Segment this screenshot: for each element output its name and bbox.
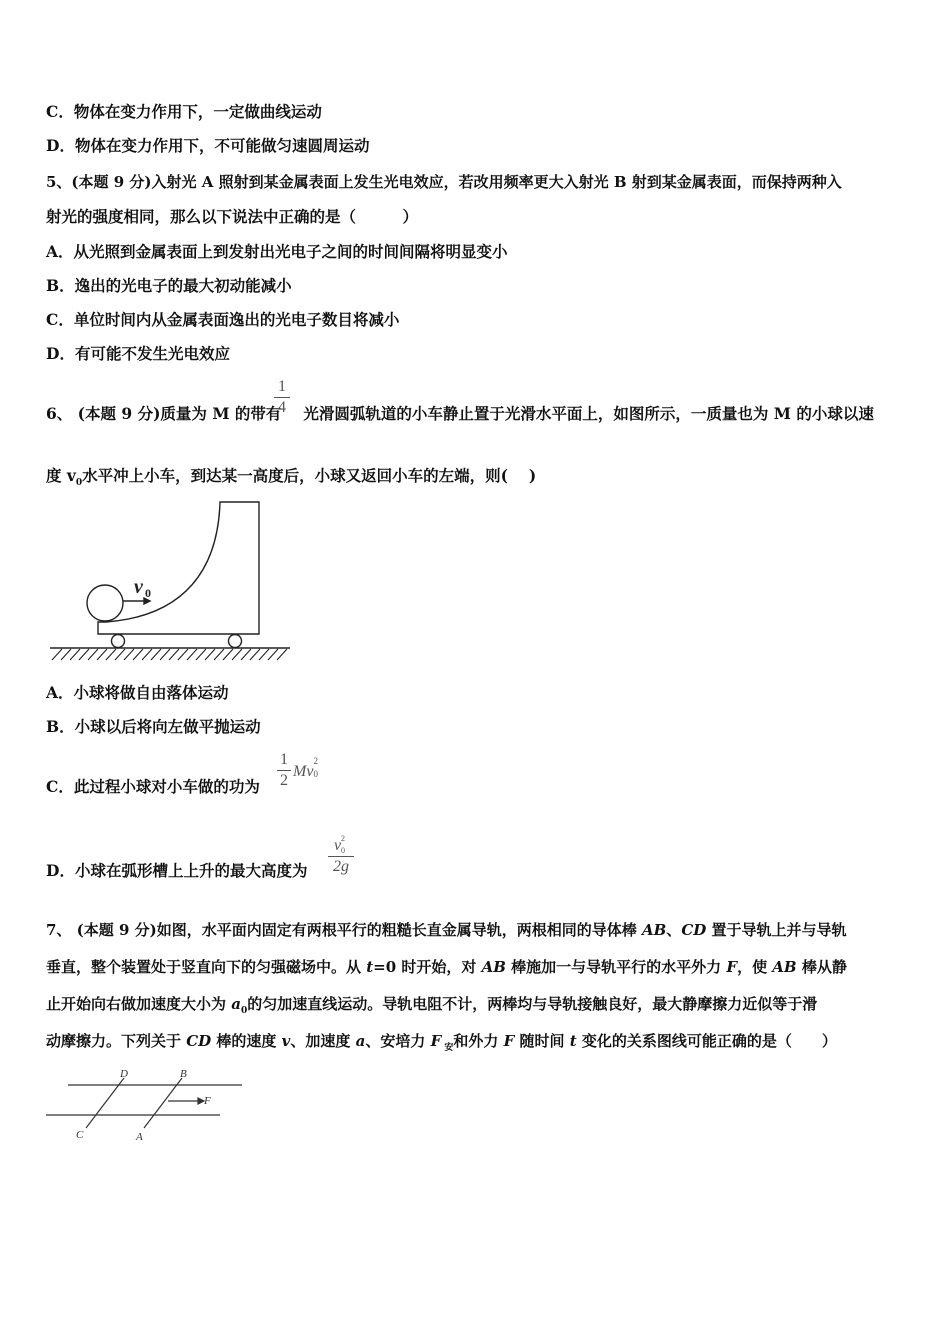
q7-rails-figure xyxy=(44,1064,250,1146)
q6-c-den: 2 xyxy=(280,772,288,789)
ball xyxy=(87,585,123,621)
q7-l3-pre: 止开始向右做加速度大小为 xyxy=(46,995,232,1013)
q7-l4-post: 变化的关系图线可能正确的是（ ） xyxy=(576,1032,837,1050)
q6-line2-post: 水平冲上小车，到达某一高度后，小球又返回小车的左端，则( ) xyxy=(82,466,537,485)
q6-stem-line2 xyxy=(46,466,536,493)
q6-option-d-text: D．小球在弧形槽上上升的最大高度为 xyxy=(46,861,308,880)
left-wheel xyxy=(112,635,125,648)
q7-l2-f: F xyxy=(726,958,738,976)
q7-l4-mid2: 、加速度 xyxy=(290,1032,356,1050)
q7-l1-pre: 7、 (本题 9 分)如图，水平面内固定有两根平行的粗糙长直金属导轨，两根相同的导体棒 xyxy=(46,921,642,939)
cart-body xyxy=(98,502,259,634)
q7-l2-t: t xyxy=(366,958,374,976)
q7-l4-fsub: 安 xyxy=(441,1043,454,1053)
label-d: D xyxy=(120,1068,128,1080)
q6-frac-den: 4 xyxy=(278,399,286,416)
q6-option-d xyxy=(46,861,307,881)
q6-option-c-expr xyxy=(293,756,321,781)
q6-frac-num: 1 xyxy=(278,378,286,395)
q7-l2-pre: 垂直，整个装置处于竖直向下的匀强磁场中。从 xyxy=(46,958,367,976)
q7-stem-line1 xyxy=(46,920,847,940)
q5-option-a: A．从光照到金属表面上到发射出光电子之间的时间间隔将明显变小 xyxy=(46,242,508,261)
q7-l4-f2: F xyxy=(503,1032,515,1050)
q7-l3-sub: 0 xyxy=(240,1006,248,1016)
q6-option-c xyxy=(46,777,260,797)
label-f: F xyxy=(204,1095,211,1107)
q6-option-a: A．小球将做自由落体运动 xyxy=(46,683,229,702)
q7-l2-mid1: =0 时开始，对 xyxy=(373,958,482,976)
ground-hatching xyxy=(52,649,287,660)
q6-d-den: 2g xyxy=(333,858,349,875)
q6-option-b: B．小球以后将向左做平抛运动 xyxy=(46,717,261,736)
v0-label-sub: 0 xyxy=(145,586,151,600)
q7-l4-f: F xyxy=(430,1032,442,1050)
q6-option-d-fraction xyxy=(328,836,354,876)
q6-stem-pre: 6、 (本题 9 分)质量为 M 的带有 xyxy=(46,404,282,423)
q6-c-num: 1 xyxy=(280,751,288,768)
right-wheel xyxy=(229,635,242,648)
q7-l2-mid3: ，使 xyxy=(737,958,773,976)
label-a: A xyxy=(136,1131,143,1143)
q4-option-c: C．物体在变力作用下，一定做曲线运动 xyxy=(46,102,322,121)
v0-label: v xyxy=(134,576,143,598)
q7-stem-line3 xyxy=(46,994,817,1021)
q7-l4-mid3: 、安培力 xyxy=(365,1032,431,1050)
q7-l1-ab: AB xyxy=(641,921,667,939)
q5-option-b: B．逸出的光电子的最大初动能减小 xyxy=(46,276,292,295)
q7-stem-line4 xyxy=(46,1031,837,1058)
q6-c-sup: 2 xyxy=(313,756,318,766)
q7-l4-pre: 动摩擦力。下列关于 xyxy=(46,1032,187,1050)
q6-c-expr-text: Mv xyxy=(293,763,314,780)
q5-option-c: C．单位时间内从金属表面逸出的光电子数目将减小 xyxy=(46,310,400,329)
q7-l4-t: t xyxy=(569,1032,577,1050)
label-b: B xyxy=(180,1068,187,1080)
q7-l2-post: 棒从静 xyxy=(796,958,847,976)
q6-c-sub: 0 xyxy=(313,769,318,779)
q7-l1-mid: 、 xyxy=(666,921,682,939)
q7-l4-a: a xyxy=(355,1032,366,1050)
q6-d-num xyxy=(328,836,354,855)
q7-l2-ab: AB xyxy=(481,958,506,976)
q4-option-d: D．物体在变力作用下，不可能做匀速圆周运动 xyxy=(46,136,370,155)
q7-stem-line2 xyxy=(46,957,847,977)
label-c: C xyxy=(76,1129,84,1141)
q7-l4-v: v xyxy=(281,1032,291,1050)
q6-cart-figure xyxy=(46,498,296,668)
q6-stem-line1 xyxy=(46,404,874,424)
q6-d-sub: 0 xyxy=(341,846,346,855)
q7-l2-mid2: 棒施加一与导轨平行的水平外力 xyxy=(505,958,727,976)
q7-l3-a: a xyxy=(231,995,241,1013)
q6-stem-post: 光滑圆弧轨道的小车静止置于光滑水平面上，如图所示，一质量也为 M 的小球以速 xyxy=(303,404,874,423)
q6-d-num-v: v xyxy=(333,837,342,854)
q7-l1-post: 置于导轨上并与导轨 xyxy=(706,921,847,939)
q7-l4-mid5: 随时间 xyxy=(514,1032,570,1050)
q5-stem-line1: 5、(本题 9 分)入射光 A 照射到某金属表面上发生光电效应，若改用频率更大入射光 B 射到某金属表面，而保持两种入 xyxy=(46,173,842,191)
q7-l2-ab2: AB xyxy=(772,958,797,976)
q6-option-c-text: C．此过程小球对小车做的功为 xyxy=(46,777,260,796)
q6-d-sup: 2 xyxy=(341,834,346,843)
q5-stem-line2: 射光的强度相同，那么以下说法中正确的是（ ） xyxy=(46,207,419,226)
q7-l4-mid4: 和外力 xyxy=(453,1032,504,1050)
q7-l4-cd: CD xyxy=(186,1032,212,1050)
q6-line2-sub: 0 xyxy=(75,478,83,489)
q6-quarter-fraction xyxy=(274,378,290,417)
q7-l1-cd: CD xyxy=(681,921,707,939)
q5-option-d: D．有可能不发生光电效应 xyxy=(46,344,230,363)
q6-line2-pre: 度 v xyxy=(46,466,76,485)
q6-option-c-fraction xyxy=(277,751,291,790)
q7-l3-post: 的匀加速直线运动。导轨电阻不计，两棒均与导轨接触良好，最大静摩擦力近似等于滑 xyxy=(247,995,818,1013)
q7-l4-mid1: 棒的速度 xyxy=(211,1032,282,1050)
